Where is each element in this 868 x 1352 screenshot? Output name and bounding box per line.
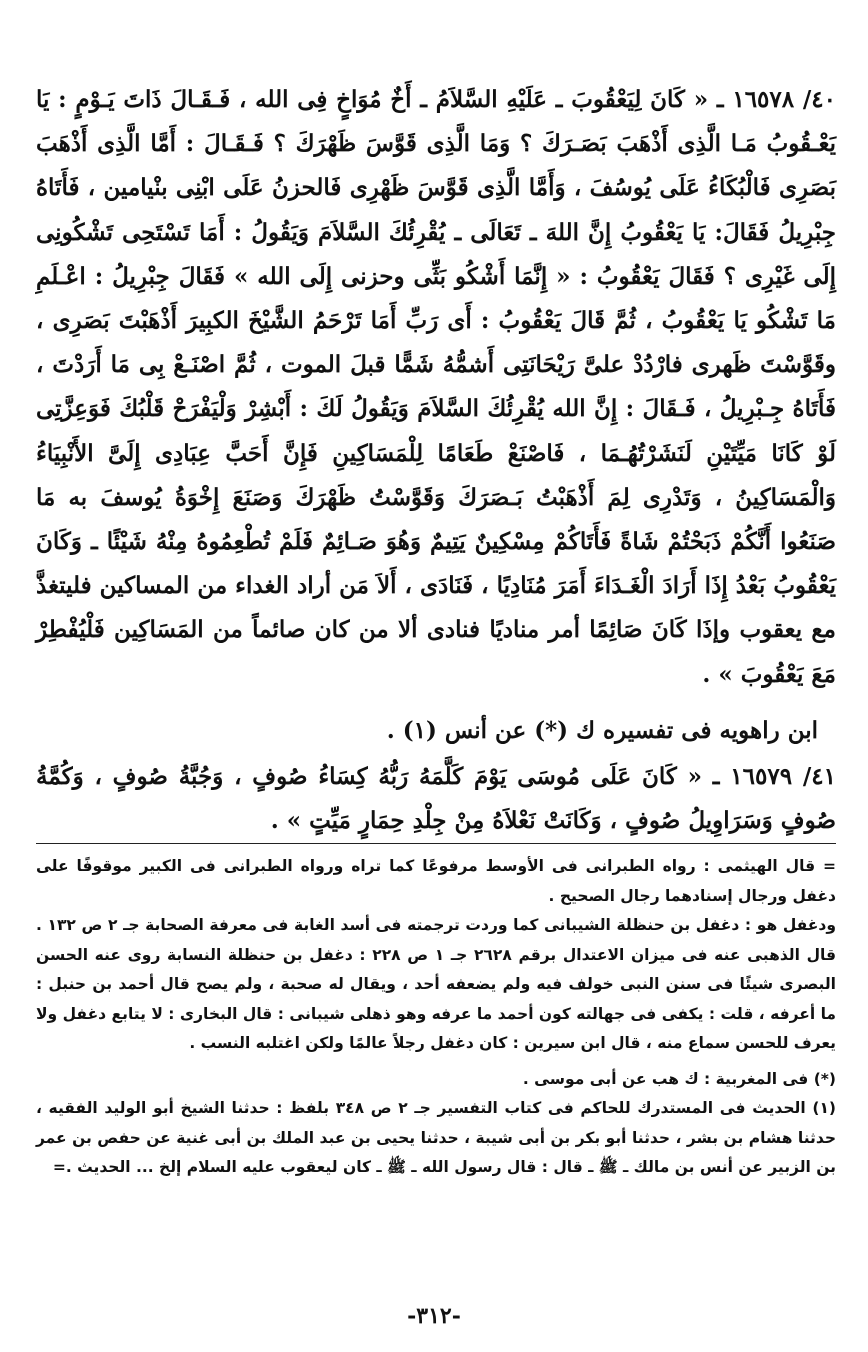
footnotes [36, 852, 836, 1183]
footnote-star: (*) فى المغربية : ك هب عن أبى موسى . [522, 1069, 836, 1088]
main-text [36, 78, 836, 843]
footnote-mustadrak: (١) الحديث فى المستدرك للحاكم فى كتاب التفسير جـ ٢ ص ٣٤٨ بلفظ : حدثنا الشيخ أبو الوليد الفقيه ، حدثنا هشام بن بشر ، حدثنا أبو بكر بن أبى شيبة ، حدثنا يحيى بن عبد الملك بن أبى غنية عن حفص بن عمر بن الزبير عن أنس بن مالك ـ ﷺ ـ قال : قال رسول الله ـ ﷺ ـ كان ليعقوب عليه السلام إلخ ... الحديث .= [36, 1099, 836, 1176]
footnote-divider [36, 843, 836, 844]
main-text-block [36, 78, 836, 843]
page-number: -٣١٢- [407, 1303, 461, 1329]
footnote-haythami: = قال الهيثمى : رواه الطبرانى فى الأوسط مرفوعًا كما تراه ورواه الطبرانى فى الكبير موقوفًا على دغفل ورجال إسنادهما رجال الصحيح . [36, 857, 836, 905]
footnote-daghfal: ودغفل هو : دغفل بن حنظلة الشيبانى كما وردت ترجمته فى أسد الغابة فى معرفة الصحابة جـ ٢ ص ١٣٢ . قال الذهبى عنه فى ميزان الاعتدال برقم ٢٦٢٨ جـ ١ ص ٢٢٨ : دغفل بن حنظلة النسابة روى عنه الحسن البصرى شيئًا فى سنن النبى خولف فيه ولم يضعفه أحد ، ويقال له صحبة ، ولم يصح قال أحمد بن حنبل : ما أعرفه ، قلت : يكفى فى جهالته كون أحمد ما عرفه وهو ذهلى شيبانى : قال البخارى : لا يتابع دغفل ولا يعرف للحسن سماع منه ، قال ابن سيرين : كان دغفل رجلاً عالمًا ولكن اغتلبه النسب . [36, 916, 836, 1052]
hadith-41: ٤١/ ١٦٥٧٩ ـ « كَانَ عَلَى مُوسَى يَوْمَ كَلَّمَهُ رَبُّهُ كِسَاءُ صُوفٍ ، وَجُبَّةُ صُوفٍ ، وَكُمَّةُ صُوفٍ وَسَرَاوِيلُ صُوفٍ ، وَكَانَتْ نَعْلاَهُ مِنْ جِلْدِ حِمَارٍ مَيِّتٍ » . [36, 763, 836, 835]
hadith-40: ٤٠/ ١٦٥٧٨ ـ « كَانَ لِيَعْقُوبَ ـ عَلَيْهِ السَّلاَمُ ـ أَخٌ مُوَاخٍ فِى الله ، فَـقَـالَ ذَاتَ يَـوْمٍ : يَا يَعْـقُوبُ مَـا الَّذِى أَذْهَبَ بَصَـرَكَ ؟ وَمَا الَّذِى قَوَّسَ ظَهْرَكَ ؟ فَـقَـالَ : أَمَّا الَّذِى أَذْهَبَ بَصَرِى فَالْبُكَاءُ عَلَى يُوسُفَ ، وَأَمَّا الَّذِى قَوَّسَ ظَهْرِى فَالحزنُ عَلَى ابْنِى بنْيامين ، فَأَتَاهُ جِبْرِيلُ فَقَالَ: يَا يَعْقُوبُ إِنَّ اللهَ ـ تَعَالَى ـ يُقْرِئُكَ السَّلاَمَ وَيَقُولُ : أَمَا تَسْتَحِى تَشْكُونِى إِلَى غَيْرِى ؟ فَقَالَ يَعْقُوبُ : « إِنَّمَا أَشْكُو بَثِّى وحزنى إِلَى الله » فَقَالَ جِبْرِيلُ : اعْـلَمِ مَا تَشْكُو يَا يَعْقُوبُ ، ثُمَّ قَالَ يَعْقُوبُ : أَى رَبِّ أَمَا تَرْحَمُ الشَّيْخَ الكبِيرَ أَذْهَبْتَ بَصَرِى ، وقَوَّسْتَ ظَهرى فارْدُدْ علىَّ رَيْحَانَتِى أَشمُّهُ شَمًّا قبلَ الموت ، ثُمَّ اصْنَـعْ بِى مَا أَرَدْتَ ، فَأَتَاهُ جِـبْرِيلُ ، فَـقَالَ : إِنَّ الله يُقْرِئُكَ السَّلاَمَ وَيَقُولُ لَكَ : أَبْشِرْ وَلْيَفْرَحْ قَلْبُكَ فَوَعِزَّتِى لَوْ كَانَا مَيِّتَيْنِ لَنَشَرْتُهُـمَا ، فَاصْنَعْ طَعَامًا لِلْمَسَاكِينِ فَإِنَّ أَحَبَّ عِبَادِى إِلَىَّ الأَنْبِيَاءُ وَالْمَسَاكِينُ ، وَتَدْرِى لِمَ أَذْهَبْتُ بَـصَرَكَ وَقَوَّسْتُ ظَهْرَكَ وَصَنَعَ إِخْوَةُ يُوسفَ به مَا صَنَعُوا أَنَّكُمْ ذَبَحْتُمْ شَاةً فَأَتَاكُمْ مِسْكِينٌ يَتِيمٌ وَهُوَ صَـائِمٌ فَلَمْ تُطْعِمُوهُ مِنْهُ شَيْئًا ـ وَكَانَ يَعْقُوبُ بَعْدُ إِذَا أَرَادَ الْغَـدَاءَ أَمَرَ مُنَادِيًا ، فَنَادَى ، أَلاَ مَن أراد الغداء من المساكين فليتغذَّ مع يعقوب وإذَا كَانَ صَائِمًا أمر مناديًا فنادى ألا من كان صائماً من المَسَاكِين فَلْيُفْطِرْ مَعَ يَعْقُوبَ » . [36, 86, 836, 688]
hadith-source: ابن راهويه فى تفسيره ك (*) عن أنس (١) . [386, 716, 818, 744]
